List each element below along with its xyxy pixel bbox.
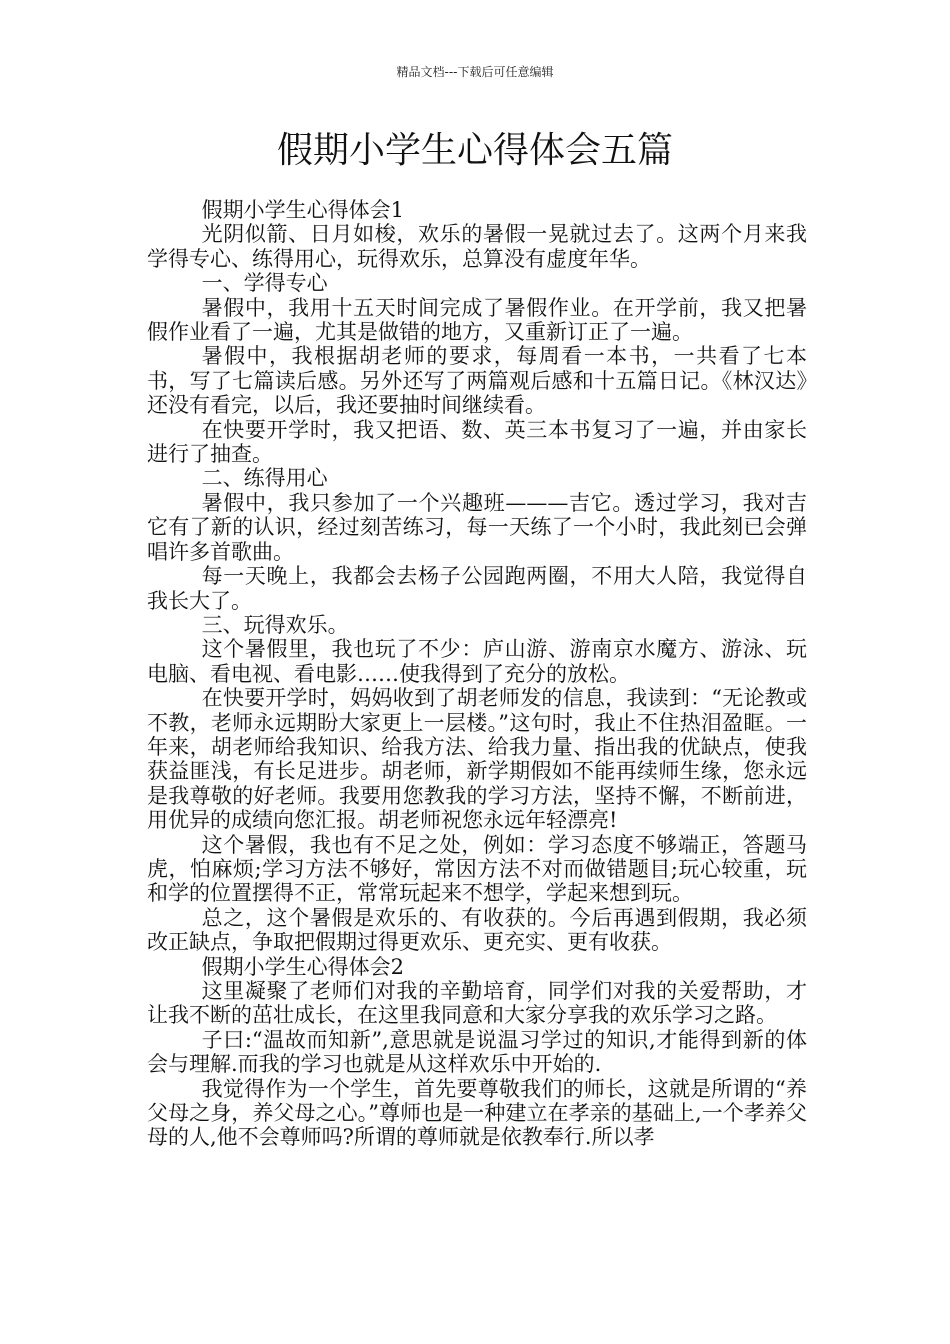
section-heading: 假期小学生心得体会2 (201, 954, 404, 979)
document-body (147, 198, 807, 1150)
subsection-heading: 一、学得专心 (201, 271, 328, 296)
paragraph: 总之，这个暑假是欢乐的、有收获的。今后再遇到假期，我必须改正缺点，争取把假期过得更欢乐、更充实、更有收获。 (147, 905, 807, 955)
paragraph: 每一天晚上，我都会去杨子公园跑两圈，不用大人陪，我觉得自我长大了。 (147, 564, 807, 613)
page-header: 精品文档---下载后可任意编辑 (396, 65, 554, 79)
paragraph: 在快要开学时，妈妈收到了胡老师发的信息，我读到：“无论教或不教，老师永远期盼大家更上一层楼。”这句时，我止不住热泪盈眶。一年来，胡老师给我知识、给我方法、给我力量、指出我的优缺点，使我获益匪浅，有长足进步。胡老师，新学期假如不能再续师生缘，您永远是我尊敬的好老师。我要用您教我的学习方法，坚持不懈，不断前进，用优异的成绩向您汇报。胡老师祝您永远年轻漂亮! (147, 686, 807, 833)
paragraph: 这个暑假里，我也玩了不少：庐山游、游南京水魔方、游泳、玩电脑、看电视、看电影……使我得到了充分的放松。 (147, 637, 807, 686)
paragraph: 暑假中，我根据胡老师的要求，每周看一本书，一共看了七本书，写了七篇读后感。另外还写了两篇观后感和十五篇日记。《林汉达》还没有看完，以后，我还要抽时间继续看。 (147, 344, 807, 418)
paragraph: 光阴似箭、日月如梭，欢乐的暑假一晃就过去了。这两个月来我学得专心、练得用心，玩得欢乐，总算没有虚度年华。 (147, 222, 807, 271)
paragraph: 这里凝聚了老师们对我的辛勤培育，同学们对我的关爱帮助，才让我不断的茁壮成长，在这里我同意和大家分享我的欢乐学习之路。 (147, 979, 807, 1028)
document-title: 假期小学生心得体会五篇 (276, 130, 673, 171)
subsection-heading: 三、玩得欢乐。 (201, 612, 349, 637)
paragraph: 在快要开学时，我又把语、数、英三本书复习了一遍，并由家长进行了抽查。 (147, 417, 807, 467)
section-heading: 假期小学生心得体会1 (201, 198, 404, 222)
paragraph: 暑假中，我用十五天时间完成了暑假作业。在开学前，我又把暑假作业看了一遍，尤其是做错的地方，又重新订正了一遍。 (147, 295, 807, 345)
paragraph: 子曰:“温故而知新”,意思就是说温习学过的知识,才能得到新的体会与理解.而我的学习也就是从这样欢乐中开始的. (147, 1027, 807, 1077)
paragraph: 我觉得作为一个学生，首先要尊敬我们的师长，这就是所谓的“养父母之身，养父母之心。”尊师也是一种建立在孝亲的基础上,一个孝养父母的人,他不会尊师吗?所谓的尊师就是依教奉行.所以孝 (147, 1076, 807, 1150)
subsection-heading: 二、练得用心 (201, 466, 328, 491)
paragraph: 这个暑假，我也有不足之处，例如：学习态度不够端正，答题马虎，怕麻烦;学习方法不够好，常因方法不对而做错题目;玩心较重，玩和学的位置摆得不正，常常玩起来不想学，学起来想到玩。 (147, 832, 807, 906)
paragraph: 暑假中，我只参加了一个兴趣班———吉它。透过学习，我对吉它有了新的认识，经过刻苦练习，每一天练了一个小时，我此刻已会弹唱许多首歌曲。 (147, 490, 807, 564)
